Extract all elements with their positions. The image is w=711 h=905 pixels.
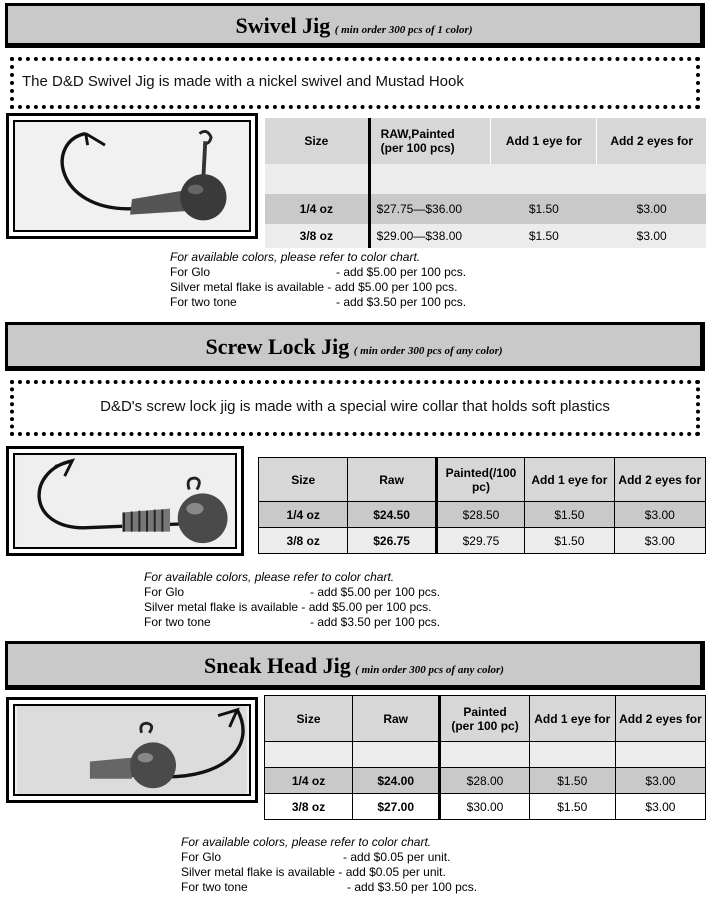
swivel-row-price: $29.00—$38.00 — [369, 224, 491, 248]
swivel-row-eye1: $1.50 — [491, 224, 597, 248]
sneak-note-tone-value: - add $3.50 per 100 pcs. — [347, 880, 478, 894]
sneak-row-size: 1/4 oz — [265, 768, 353, 794]
swivel-jig-photo — [6, 113, 258, 239]
swivel-header-eye2: Add 2 eyes for — [597, 118, 706, 164]
screw-row-eye1: $1.50 — [525, 528, 614, 554]
screw-lock-jig-title: Screw Lock Jig — [205, 334, 350, 359]
screw-lock-jig-min-order: ( min order 300 pcs of any color) — [353, 345, 503, 357]
sneak-header-painted: Painted (per 100 pc) — [440, 696, 529, 742]
screw-note-tone-value: - add $3.50 per 100 pcs. — [310, 615, 441, 629]
swivel-jig-image — [15, 122, 249, 230]
swivel-header-size: Size — [265, 118, 370, 164]
screw-note-silver-value: - add $5.00 per 100 pcs. — [301, 600, 432, 614]
swivel-note-silver-value: - add $5.00 per 100 pcs. — [327, 280, 458, 294]
swivel-row-eye1: $1.50 — [491, 194, 597, 224]
sneak-row-eye1: $1.50 — [529, 768, 615, 794]
screw-row-eye2: $3.00 — [614, 528, 705, 554]
screw-row-raw: $26.75 — [348, 528, 436, 554]
sneak-note-glo-label: For Glo — [181, 850, 222, 864]
screw-header-painted: Painted(/100 pc) — [436, 458, 524, 502]
swivel-header-eye1: Add 1 eye for — [491, 118, 597, 164]
sneak-head-jig-min-order: ( min order 300 pcs of any color) — [355, 664, 504, 676]
table-row — [265, 794, 706, 820]
swivel-note-tone-label: For two tone — [170, 295, 237, 309]
sneak-row-painted: $28.00 — [440, 768, 529, 794]
table-row — [259, 528, 706, 554]
screw-lock-jig-notes — [144, 570, 440, 630]
screw-row-painted: $28.50 — [436, 502, 524, 528]
sneak-header-raw: Raw — [353, 696, 440, 742]
swivel-row-size: 3/8 oz — [265, 224, 370, 248]
swivel-row-size: 1/4 oz — [265, 194, 370, 224]
screw-row-raw: $24.50 — [348, 502, 436, 528]
swivel-note-silver-label: Silver metal flake is available — [170, 280, 325, 294]
sneak-row-raw: $24.00 — [353, 768, 440, 794]
screw-lock-jig-banner — [5, 322, 705, 371]
screw-header-size: Size — [259, 458, 348, 502]
swivel-header-price: RAW,Painted (per 100 pcs) — [369, 118, 491, 164]
sneak-note-silver-label: Silver metal flake is available — [181, 865, 336, 879]
sneak-row-eye2: $3.00 — [615, 794, 705, 820]
screw-row-size: 3/8 oz — [259, 528, 348, 554]
sneak-head-jig-price-table — [264, 695, 706, 820]
sneak-header-size: Size — [265, 696, 353, 742]
screw-note-glo-value: - add $5.00 per 100 pcs. — [310, 585, 441, 599]
screw-header-eye2: Add 2 eyes for — [614, 458, 705, 502]
screw-header-eye1: Add 1 eye for — [525, 458, 614, 502]
screw-row-eye1: $1.50 — [525, 502, 614, 528]
sneak-head-jig-photo — [6, 697, 258, 803]
screw-note-glo-label: For Glo — [144, 585, 185, 599]
swivel-jig-title: Swivel Jig — [235, 13, 331, 38]
sneak-row-eye2: $3.00 — [615, 768, 705, 794]
sneak-note-colors: For available colors, please refer to color chart. — [181, 835, 432, 849]
sneak-note-glo-value: - add $0.05 per unit. — [343, 850, 451, 864]
table-row — [259, 502, 706, 528]
swivel-note-glo-value: - add $5.00 per 100 pcs. — [336, 265, 467, 279]
sneak-row-raw: $27.00 — [353, 794, 440, 820]
sneak-head-jig-notes — [181, 835, 477, 895]
screw-lock-jig-price-table — [258, 457, 706, 554]
screw-note-tone-label: For two tone — [144, 615, 211, 629]
swivel-row-price: $27.75—$36.00 — [369, 194, 491, 224]
sneak-header-eye1: Add 1 eye for — [529, 696, 615, 742]
table-row — [265, 768, 706, 794]
sneak-head-jig-title: Sneak Head Jig — [204, 653, 351, 678]
screw-lock-jig-description: D&D's screw lock jig is made with a special wire collar that holds soft plastics — [100, 398, 610, 415]
table-row — [265, 194, 707, 224]
sneak-head-jig-banner — [5, 641, 705, 690]
sneak-header-eye2: Add 2 eyes for — [615, 696, 705, 742]
sneak-row-painted: $30.00 — [440, 794, 529, 820]
screw-note-colors: For available colors, please refer to color chart. — [144, 570, 395, 584]
swivel-jig-notes — [170, 250, 466, 310]
screw-lock-jig-photo — [6, 446, 244, 556]
sneak-row-size: 3/8 oz — [265, 794, 353, 820]
swivel-jig-description: The D&D Swivel Jig is made with a nickel swivel and Mustad Hook — [22, 73, 464, 90]
sneak-row-eye1: $1.50 — [529, 794, 615, 820]
swivel-jig-price-table — [264, 118, 706, 248]
sneak-head-jig-image — [15, 706, 249, 794]
screw-note-silver-label: Silver metal flake is available — [144, 600, 299, 614]
table-row — [265, 224, 707, 248]
swivel-jig-description-box — [10, 57, 700, 109]
swivel-jig-banner — [5, 3, 705, 48]
screw-row-eye2: $3.00 — [614, 502, 705, 528]
screw-lock-jig-image — [15, 455, 235, 547]
sneak-note-silver-value: - add $0.05 per unit. — [338, 865, 446, 879]
sneak-note-tone-label: For two tone — [181, 880, 248, 894]
swivel-row-eye2: $3.00 — [597, 224, 706, 248]
screw-lock-jig-description-box — [10, 380, 700, 436]
swivel-jig-min-order: ( min order 300 pcs of 1 color) — [334, 24, 473, 36]
swivel-row-eye2: $3.00 — [597, 194, 706, 224]
screw-row-painted: $29.75 — [436, 528, 524, 554]
swivel-note-tone-value: - add $3.50 per 100 pcs. — [336, 295, 467, 309]
swivel-note-colors: For available colors, please refer to color chart. — [170, 250, 421, 264]
screw-row-size: 1/4 oz — [259, 502, 348, 528]
screw-header-raw: Raw — [348, 458, 436, 502]
swivel-note-glo-label: For Glo — [170, 265, 211, 279]
